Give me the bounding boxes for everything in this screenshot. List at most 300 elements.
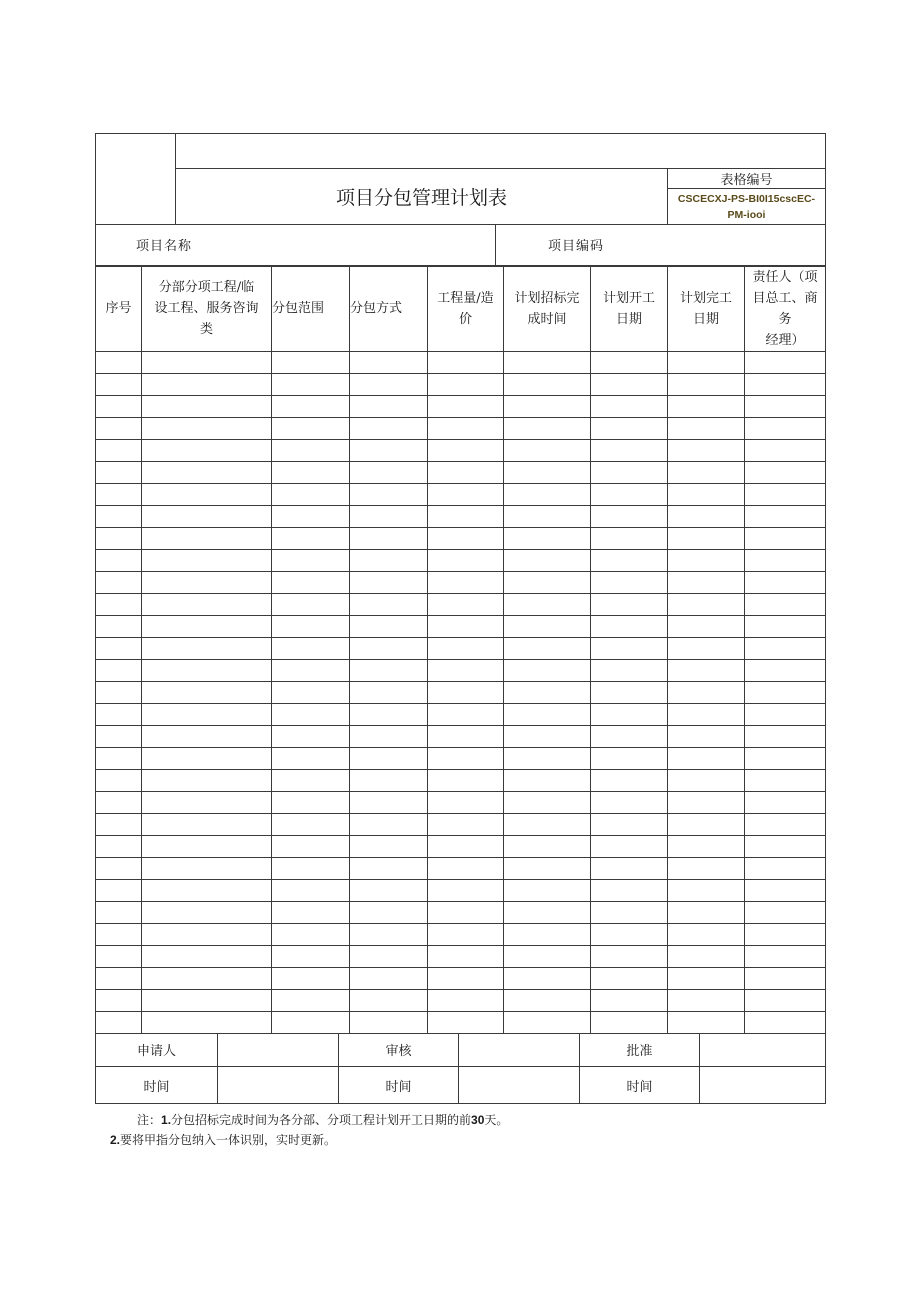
- table-cell[interactable]: [272, 901, 350, 923]
- table-cell[interactable]: [350, 813, 428, 835]
- table-cell[interactable]: [272, 945, 350, 967]
- table-cell[interactable]: [142, 989, 272, 1011]
- table-row: [96, 549, 826, 571]
- table-cell[interactable]: [96, 505, 142, 527]
- table-cell[interactable]: [272, 923, 350, 945]
- table-cell[interactable]: [591, 461, 668, 483]
- table-cell[interactable]: [428, 923, 504, 945]
- table-cell[interactable]: [142, 505, 272, 527]
- table-cell[interactable]: [504, 615, 591, 637]
- table-cell[interactable]: [745, 439, 826, 461]
- table-cell[interactable]: [591, 659, 668, 681]
- col-header-scope: 分包范围: [272, 266, 350, 351]
- table-cell[interactable]: [142, 615, 272, 637]
- table-cell[interactable]: [272, 725, 350, 747]
- table-cell[interactable]: [745, 813, 826, 835]
- table-cell[interactable]: [745, 725, 826, 747]
- table-cell[interactable]: [350, 571, 428, 593]
- table-cell[interactable]: [96, 791, 142, 813]
- table-cell[interactable]: [745, 681, 826, 703]
- table-cell[interactable]: [142, 1011, 272, 1033]
- table-cell[interactable]: [745, 593, 826, 615]
- table-cell[interactable]: [142, 483, 272, 505]
- table-cell[interactable]: [504, 571, 591, 593]
- table-cell[interactable]: [350, 637, 428, 659]
- table-cell[interactable]: [504, 395, 591, 417]
- table-cell[interactable]: [142, 659, 272, 681]
- table-cell[interactable]: [668, 769, 745, 791]
- table-cell[interactable]: [428, 835, 504, 857]
- table-cell[interactable]: [504, 659, 591, 681]
- table-cell[interactable]: [668, 615, 745, 637]
- table-cell[interactable]: [96, 483, 142, 505]
- table-cell[interactable]: [96, 615, 142, 637]
- table-cell[interactable]: [745, 989, 826, 1011]
- table-cell[interactable]: [350, 857, 428, 879]
- table-cell[interactable]: [350, 923, 428, 945]
- table-cell[interactable]: [504, 857, 591, 879]
- table-cell[interactable]: [591, 747, 668, 769]
- table-cell[interactable]: [745, 373, 826, 395]
- time-field-3[interactable]: [700, 1067, 826, 1104]
- table-cell[interactable]: [745, 747, 826, 769]
- table-cell[interactable]: [591, 483, 668, 505]
- table-cell[interactable]: [504, 835, 591, 857]
- table-cell[interactable]: [591, 615, 668, 637]
- table-cell[interactable]: [350, 769, 428, 791]
- table-cell[interactable]: [428, 813, 504, 835]
- table-cell[interactable]: [428, 857, 504, 879]
- table-cell[interactable]: [96, 923, 142, 945]
- table-cell[interactable]: [668, 725, 745, 747]
- table-cell[interactable]: [142, 637, 272, 659]
- table-cell[interactable]: [272, 417, 350, 439]
- table-cell[interactable]: [142, 351, 272, 373]
- table-cell[interactable]: [591, 1011, 668, 1033]
- table-cell[interactable]: [591, 967, 668, 989]
- table-cell[interactable]: [745, 461, 826, 483]
- table-cell[interactable]: [504, 813, 591, 835]
- table-cell[interactable]: [96, 857, 142, 879]
- table-cell[interactable]: [350, 659, 428, 681]
- table-cell[interactable]: [142, 967, 272, 989]
- table-cell[interactable]: [745, 637, 826, 659]
- table-cell[interactable]: [428, 417, 504, 439]
- col-header-quantity: 工程量/造 价: [428, 266, 504, 351]
- table-cell[interactable]: [96, 681, 142, 703]
- table-cell[interactable]: [142, 725, 272, 747]
- table-cell[interactable]: [668, 879, 745, 901]
- table-cell[interactable]: [504, 791, 591, 813]
- table-cell[interactable]: [428, 439, 504, 461]
- table-cell[interactable]: [142, 373, 272, 395]
- table-cell[interactable]: [272, 593, 350, 615]
- applicant-field[interactable]: [218, 1034, 339, 1067]
- table-cell[interactable]: [504, 483, 591, 505]
- table-cell[interactable]: [142, 769, 272, 791]
- table-cell[interactable]: [96, 901, 142, 923]
- table-cell[interactable]: [591, 901, 668, 923]
- table-cell[interactable]: [272, 549, 350, 571]
- table-cell[interactable]: [350, 593, 428, 615]
- table-cell[interactable]: [96, 725, 142, 747]
- review-field[interactable]: [459, 1034, 580, 1067]
- table-cell[interactable]: [428, 747, 504, 769]
- note-2: 2.要将甲指分包纳入一体识别，实时更新。: [110, 1133, 337, 1147]
- table-cell[interactable]: [428, 1011, 504, 1033]
- table-cell[interactable]: [591, 571, 668, 593]
- table-cell[interactable]: [350, 703, 428, 725]
- table-cell[interactable]: [668, 637, 745, 659]
- table-cell[interactable]: [745, 967, 826, 989]
- table-cell[interactable]: [142, 461, 272, 483]
- table-cell[interactable]: [668, 659, 745, 681]
- table-cell[interactable]: [350, 967, 428, 989]
- table-cell[interactable]: [591, 593, 668, 615]
- table-cell[interactable]: [96, 439, 142, 461]
- table-cell[interactable]: [350, 549, 428, 571]
- table-cell[interactable]: [591, 417, 668, 439]
- table-cell[interactable]: [591, 791, 668, 813]
- table-cell[interactable]: [504, 769, 591, 791]
- table-cell[interactable]: [142, 923, 272, 945]
- table-cell[interactable]: [96, 813, 142, 835]
- table-cell[interactable]: [96, 945, 142, 967]
- table-cell[interactable]: [350, 989, 428, 1011]
- table-cell[interactable]: [96, 703, 142, 725]
- table-cell[interactable]: [428, 703, 504, 725]
- table-cell[interactable]: [745, 857, 826, 879]
- table-cell[interactable]: [668, 857, 745, 879]
- table-cell[interactable]: [591, 439, 668, 461]
- table-cell[interactable]: [504, 725, 591, 747]
- table-cell[interactable]: [142, 549, 272, 571]
- table-cell[interactable]: [745, 505, 826, 527]
- table-cell[interactable]: [350, 1011, 428, 1033]
- table-cell[interactable]: [272, 461, 350, 483]
- table-cell[interactable]: [272, 637, 350, 659]
- table-cell[interactable]: [668, 923, 745, 945]
- table-cell[interactable]: [96, 1011, 142, 1033]
- table-row: [96, 989, 826, 1011]
- table-cell[interactable]: [591, 857, 668, 879]
- table-cell[interactable]: [668, 483, 745, 505]
- table-cell[interactable]: [96, 967, 142, 989]
- table-cell[interactable]: [591, 549, 668, 571]
- table-cell[interactable]: [272, 857, 350, 879]
- form-number-label: 表格编号: [668, 169, 826, 189]
- table-cell[interactable]: [745, 571, 826, 593]
- table-cell[interactable]: [668, 549, 745, 571]
- table-cell[interactable]: [504, 351, 591, 373]
- table-cell[interactable]: [745, 527, 826, 549]
- table-cell[interactable]: [272, 747, 350, 769]
- note-1: 注：1.分包招标完成时间为各分部、分项工程计划开工日期的前30天。: [137, 1113, 509, 1127]
- table-cell[interactable]: [504, 879, 591, 901]
- table-cell[interactable]: [350, 483, 428, 505]
- approve-label: 批准: [580, 1034, 700, 1067]
- table-cell[interactable]: [591, 725, 668, 747]
- table-cell[interactable]: [668, 703, 745, 725]
- table-cell[interactable]: [428, 483, 504, 505]
- table-cell[interactable]: [504, 373, 591, 395]
- table-cell[interactable]: [350, 527, 428, 549]
- table-cell[interactable]: [504, 593, 591, 615]
- table-cell[interactable]: [142, 593, 272, 615]
- table-cell[interactable]: [350, 615, 428, 637]
- table-cell[interactable]: [96, 461, 142, 483]
- table-cell[interactable]: [272, 527, 350, 549]
- table-cell[interactable]: [272, 351, 350, 373]
- table-cell[interactable]: [428, 637, 504, 659]
- table-cell[interactable]: [350, 461, 428, 483]
- table-cell[interactable]: [272, 769, 350, 791]
- table-cell[interactable]: [504, 945, 591, 967]
- table-cell[interactable]: [96, 549, 142, 571]
- time-field-1[interactable]: [218, 1067, 339, 1104]
- table-cell[interactable]: [745, 351, 826, 373]
- table-cell[interactable]: [745, 923, 826, 945]
- table-cell[interactable]: [504, 505, 591, 527]
- table-cell[interactable]: [428, 549, 504, 571]
- table-cell[interactable]: [350, 725, 428, 747]
- table-cell[interactable]: [591, 879, 668, 901]
- table-cell[interactable]: [591, 989, 668, 1011]
- col-header-finish-date: 计划完工 日期: [668, 266, 745, 351]
- table-cell[interactable]: [668, 791, 745, 813]
- table-cell[interactable]: [504, 1011, 591, 1033]
- table-cell[interactable]: [350, 791, 428, 813]
- table-cell[interactable]: [428, 945, 504, 967]
- table-cell[interactable]: [591, 527, 668, 549]
- table-cell[interactable]: [142, 835, 272, 857]
- table-cell[interactable]: [428, 461, 504, 483]
- table-cell[interactable]: [142, 857, 272, 879]
- table-cell[interactable]: [428, 527, 504, 549]
- table-cell[interactable]: [96, 769, 142, 791]
- table-cell[interactable]: [745, 395, 826, 417]
- table-cell[interactable]: [272, 681, 350, 703]
- table-cell[interactable]: [142, 571, 272, 593]
- table-cell[interactable]: [428, 505, 504, 527]
- table-cell[interactable]: [745, 769, 826, 791]
- table-row: [96, 505, 826, 527]
- table-cell[interactable]: [668, 505, 745, 527]
- table-cell[interactable]: [504, 747, 591, 769]
- table-cell[interactable]: [504, 703, 591, 725]
- table-cell[interactable]: [504, 439, 591, 461]
- table-cell[interactable]: [272, 615, 350, 637]
- table-cell[interactable]: [745, 901, 826, 923]
- table-row: [96, 593, 826, 615]
- table-cell[interactable]: [96, 351, 142, 373]
- table-cell[interactable]: [504, 461, 591, 483]
- table-cell[interactable]: [504, 417, 591, 439]
- table-cell[interactable]: [591, 835, 668, 857]
- table-cell[interactable]: [142, 527, 272, 549]
- table-cell[interactable]: [350, 395, 428, 417]
- table-cell[interactable]: [428, 615, 504, 637]
- table-cell[interactable]: [504, 967, 591, 989]
- table-cell[interactable]: [272, 659, 350, 681]
- table-row: [96, 879, 826, 901]
- table-cell[interactable]: [668, 571, 745, 593]
- table-cell[interactable]: [428, 395, 504, 417]
- table-cell[interactable]: [96, 659, 142, 681]
- table-cell[interactable]: [350, 505, 428, 527]
- table-cell[interactable]: [428, 373, 504, 395]
- table-cell[interactable]: [668, 989, 745, 1011]
- table-cell[interactable]: [96, 989, 142, 1011]
- table-cell[interactable]: [428, 901, 504, 923]
- table-cell[interactable]: [745, 483, 826, 505]
- table-cell[interactable]: [142, 703, 272, 725]
- table-cell[interactable]: [745, 1011, 826, 1033]
- table-cell[interactable]: [272, 967, 350, 989]
- table-cell[interactable]: [96, 593, 142, 615]
- table-cell[interactable]: [745, 791, 826, 813]
- table-cell[interactable]: [668, 373, 745, 395]
- table-cell[interactable]: [745, 879, 826, 901]
- table-cell[interactable]: [591, 637, 668, 659]
- table-cell[interactable]: [591, 373, 668, 395]
- table-cell[interactable]: [591, 351, 668, 373]
- table-cell[interactable]: [745, 703, 826, 725]
- table-cell[interactable]: [96, 527, 142, 549]
- table-cell[interactable]: [504, 637, 591, 659]
- table-cell[interactable]: [591, 769, 668, 791]
- table-cell[interactable]: [96, 637, 142, 659]
- table-cell[interactable]: [272, 989, 350, 1011]
- table-cell[interactable]: [272, 439, 350, 461]
- table-cell[interactable]: [668, 681, 745, 703]
- table-cell[interactable]: [142, 417, 272, 439]
- table-cell[interactable]: [591, 945, 668, 967]
- table-cell[interactable]: [668, 351, 745, 373]
- table-cell[interactable]: [350, 945, 428, 967]
- table-cell[interactable]: [142, 747, 272, 769]
- time-field-2[interactable]: [459, 1067, 580, 1104]
- table-cell[interactable]: [272, 483, 350, 505]
- table-cell[interactable]: [504, 549, 591, 571]
- table-cell[interactable]: [668, 417, 745, 439]
- table-cell[interactable]: [142, 945, 272, 967]
- table-cell[interactable]: [428, 571, 504, 593]
- form-number-line-1: CSCECXJ-PS-BI0I15cscEC-: [677, 192, 816, 205]
- table-cell[interactable]: [428, 659, 504, 681]
- table-cell[interactable]: [591, 703, 668, 725]
- table-cell[interactable]: [428, 725, 504, 747]
- table-cell[interactable]: [668, 395, 745, 417]
- table-cell[interactable]: [142, 879, 272, 901]
- table-cell[interactable]: [96, 571, 142, 593]
- table-cell[interactable]: [668, 1011, 745, 1033]
- table-cell[interactable]: [591, 505, 668, 527]
- table-cell[interactable]: [504, 923, 591, 945]
- table-cell[interactable]: [591, 681, 668, 703]
- table-cell[interactable]: [668, 593, 745, 615]
- table-cell[interactable]: [96, 879, 142, 901]
- table-cell[interactable]: [428, 967, 504, 989]
- table-cell[interactable]: [668, 461, 745, 483]
- table-cell[interactable]: [428, 989, 504, 1011]
- table-cell[interactable]: [272, 791, 350, 813]
- table-cell[interactable]: [745, 945, 826, 967]
- table-cell[interactable]: [350, 439, 428, 461]
- table-cell[interactable]: [668, 945, 745, 967]
- table-cell[interactable]: [668, 747, 745, 769]
- table-cell[interactable]: [591, 395, 668, 417]
- table-cell[interactable]: [272, 571, 350, 593]
- table-cell[interactable]: [591, 813, 668, 835]
- table-cell[interactable]: [745, 615, 826, 637]
- table-cell[interactable]: [668, 527, 745, 549]
- table-cell[interactable]: [142, 395, 272, 417]
- table-cell[interactable]: [350, 901, 428, 923]
- table-cell[interactable]: [668, 967, 745, 989]
- table-cell[interactable]: [272, 879, 350, 901]
- table-cell[interactable]: [272, 703, 350, 725]
- table-cell[interactable]: [668, 901, 745, 923]
- table-cell[interactable]: [272, 505, 350, 527]
- table-cell[interactable]: [96, 373, 142, 395]
- table-cell[interactable]: [272, 1011, 350, 1033]
- table-cell[interactable]: [428, 879, 504, 901]
- table-cell[interactable]: [668, 439, 745, 461]
- table-cell[interactable]: [428, 791, 504, 813]
- table-row: [96, 659, 826, 681]
- table-cell[interactable]: [96, 417, 142, 439]
- table-cell[interactable]: [96, 395, 142, 417]
- table-cell[interactable]: [272, 835, 350, 857]
- table-cell[interactable]: [96, 747, 142, 769]
- table-cell[interactable]: [504, 989, 591, 1011]
- table-cell[interactable]: [504, 681, 591, 703]
- table-cell[interactable]: [504, 527, 591, 549]
- table-cell[interactable]: [668, 835, 745, 857]
- table-cell[interactable]: [428, 681, 504, 703]
- table-cell[interactable]: [745, 417, 826, 439]
- table-cell[interactable]: [350, 351, 428, 373]
- table-cell[interactable]: [272, 373, 350, 395]
- table-cell[interactable]: [745, 549, 826, 571]
- table-cell[interactable]: [745, 659, 826, 681]
- table-cell[interactable]: [428, 769, 504, 791]
- table-cell[interactable]: [504, 901, 591, 923]
- table-cell[interactable]: [142, 681, 272, 703]
- table-cell[interactable]: [428, 593, 504, 615]
- table-cell[interactable]: [350, 835, 428, 857]
- table-cell[interactable]: [142, 901, 272, 923]
- table-cell[interactable]: [350, 373, 428, 395]
- table-cell[interactable]: [591, 923, 668, 945]
- table-cell[interactable]: [272, 395, 350, 417]
- table-cell[interactable]: [142, 791, 272, 813]
- table-cell[interactable]: [428, 351, 504, 373]
- table-cell[interactable]: [142, 813, 272, 835]
- table-cell[interactable]: [745, 835, 826, 857]
- form-header: [95, 133, 826, 225]
- table-cell[interactable]: [668, 813, 745, 835]
- approve-field[interactable]: [700, 1034, 826, 1067]
- table-cell[interactable]: [350, 747, 428, 769]
- table-cell[interactable]: [350, 879, 428, 901]
- table-cell[interactable]: [272, 813, 350, 835]
- table-cell[interactable]: [96, 835, 142, 857]
- table-cell[interactable]: [350, 681, 428, 703]
- table-cell[interactable]: [350, 417, 428, 439]
- table-cell[interactable]: [142, 439, 272, 461]
